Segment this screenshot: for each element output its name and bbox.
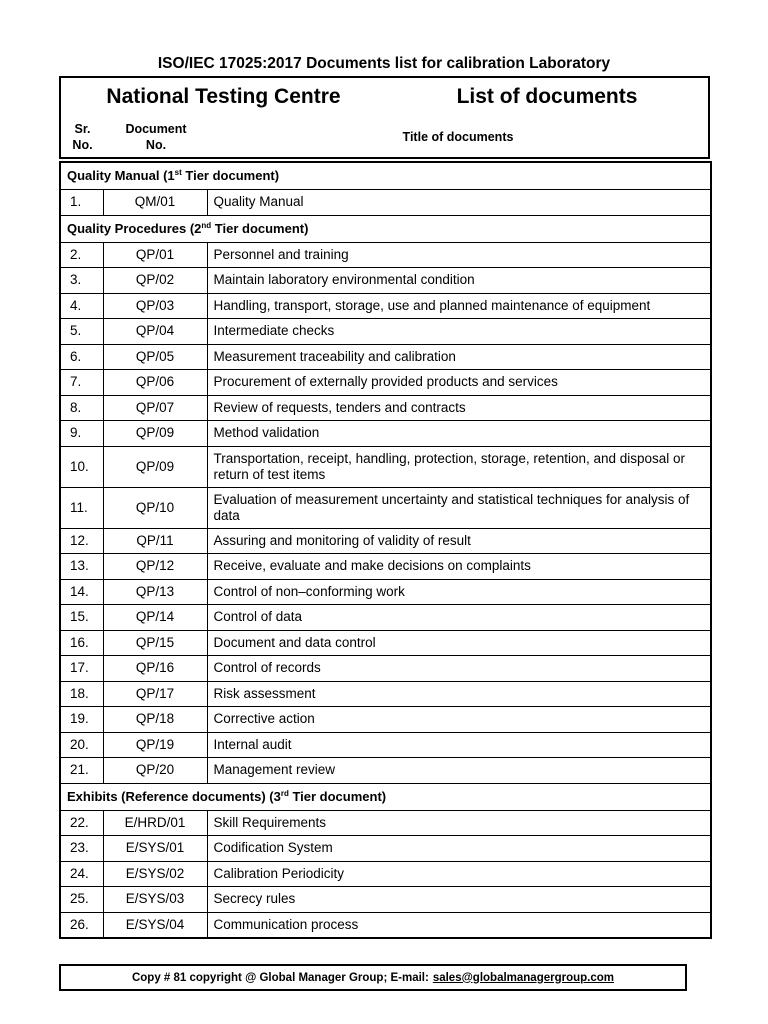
table-row — [60, 836, 711, 862]
table-row — [60, 732, 711, 758]
document-title-cell: Evaluation of measurement uncertainty and statistical techniques for analysis of data — [207, 487, 711, 528]
serial-number-cell: 14. — [60, 579, 103, 605]
document-number-cell: QP/19 — [103, 732, 207, 758]
section-heading-ordinal: st — [174, 168, 182, 177]
document-title-cell: Corrective action — [207, 707, 711, 733]
footer-text: Copy # 81 copyright @ Global Manager Group; E-mail: — [131, 971, 429, 984]
section-heading-suffix: Tier document) — [288, 788, 387, 804]
document-title-cell: Management review — [207, 758, 711, 784]
document-number-cell: E/HRD/01 — [103, 810, 207, 836]
document-number-cell: QP/04 — [103, 319, 207, 345]
table-row — [60, 758, 711, 784]
section-heading-row — [60, 783, 711, 810]
document-number-cell: QP/13 — [103, 579, 207, 605]
document-number-cell: QP/12 — [103, 554, 207, 580]
section-heading — [60, 162, 711, 190]
document-number-cell: QM/01 — [103, 190, 207, 216]
table-row — [60, 912, 711, 938]
table-row — [60, 630, 711, 656]
document-number-cell: E/SYS/04 — [103, 912, 207, 938]
document-title-cell: Maintain laboratory environmental condition — [207, 268, 711, 294]
section-heading-ordinal: nd — [201, 220, 212, 230]
column-header-document-no — [104, 116, 208, 157]
serial-number-cell: 3. — [60, 268, 103, 294]
table-row — [60, 579, 711, 605]
serial-number-cell: 16. — [60, 630, 103, 656]
document-title-cell: Personnel and training — [207, 242, 711, 268]
document-number-cell: QP/11 — [103, 528, 207, 554]
table-row — [60, 554, 711, 580]
section-heading-text: Quality Procedures (2 — [67, 220, 202, 236]
serial-number-cell: 17. — [60, 656, 103, 682]
document-title-cell: Review of requests, tenders and contracts — [207, 395, 711, 421]
document-title-cell: Intermediate checks — [207, 319, 711, 345]
document-title-cell: Calibration Periodicity — [207, 861, 711, 887]
serial-number-cell: 21. — [60, 758, 103, 784]
table-row — [60, 293, 711, 319]
section-heading-text: Quality Manual (1 — [67, 168, 175, 183]
table-row — [60, 810, 711, 836]
serial-number-cell: 13. — [60, 554, 103, 580]
table-row — [60, 681, 711, 707]
table-row — [60, 421, 711, 447]
document-number-cell: QP/06 — [103, 370, 207, 396]
table-row — [60, 395, 711, 421]
section-heading-row — [60, 162, 711, 190]
document-title-cell: Control of non–conforming work — [207, 579, 711, 605]
document-title-cell: Assuring and monitoring of validity of result — [207, 528, 711, 554]
section-heading — [60, 215, 711, 242]
document-title-cell: Document and data control — [207, 630, 711, 656]
document-number-cell: QP/18 — [103, 707, 207, 733]
document-title-cell: Handling, transport, storage, use and planned maintenance of equipment — [207, 293, 711, 319]
table-row — [60, 887, 711, 913]
serial-number-cell: 6. — [60, 344, 103, 370]
serial-number-cell: 23. — [60, 836, 103, 862]
section-heading-suffix: Tier document) — [181, 168, 280, 183]
serial-number-cell: 8. — [60, 395, 103, 421]
table-row — [60, 861, 711, 887]
documents-table — [59, 161, 712, 939]
document-number-cell: QP/20 — [103, 758, 207, 784]
section-heading-row — [60, 215, 711, 242]
serial-number-cell: 22. — [60, 810, 103, 836]
document-title-cell: Risk assessment — [207, 681, 711, 707]
serial-number-cell: 7. — [60, 370, 103, 396]
section-heading — [60, 783, 711, 810]
table-row — [60, 487, 711, 528]
serial-number-cell: 25. — [60, 887, 103, 913]
document-number-cell: QP/09 — [103, 446, 207, 487]
document-number-cell: QP/15 — [103, 630, 207, 656]
column-header-sr-line1: Sr. — [74, 121, 91, 136]
section-heading-ordinal: rd — [280, 788, 289, 798]
section-heading-text: Exhibits (Reference documents) (3 — [67, 788, 281, 804]
document-title-cell: Transportation, receipt, handling, protection, storage, retention, and disposal or return of test items — [207, 446, 711, 487]
document-title-cell: Procurement of externally provided products and services — [207, 370, 711, 396]
table-row — [60, 707, 711, 733]
column-header-sr-no — [61, 116, 104, 157]
document-number-cell: QP/02 — [103, 268, 207, 294]
document-number-cell: QP/09 — [103, 421, 207, 447]
document-title-cell: Communication process — [207, 912, 711, 938]
document-title-cell: Secrecy rules — [207, 887, 711, 913]
serial-number-cell: 4. — [60, 293, 103, 319]
document-number-cell: QP/14 — [103, 605, 207, 631]
footer-email-link[interactable]: sales@globalmanagergroup.com — [432, 971, 615, 984]
document-title-cell: Quality Manual — [207, 190, 711, 216]
list-title: List of documents — [456, 85, 638, 108]
serial-number-cell: 20. — [60, 732, 103, 758]
table-row — [60, 319, 711, 345]
serial-number-cell: 1. — [60, 190, 103, 216]
column-header-title: Title of documents — [402, 129, 514, 144]
document-number-cell: E/SYS/01 — [103, 836, 207, 862]
serial-number-cell: 5. — [60, 319, 103, 345]
document-number-cell: E/SYS/02 — [103, 861, 207, 887]
column-header-sr-line2: No. — [72, 137, 93, 152]
document-number-cell: QP/01 — [103, 242, 207, 268]
document-number-cell: QP/16 — [103, 656, 207, 682]
column-header-doc-line1: Document — [125, 121, 187, 136]
table-row — [60, 268, 711, 294]
table-row — [60, 190, 711, 216]
column-header-doc-line2: No. — [145, 137, 167, 152]
document-title-cell: Codification System — [207, 836, 711, 862]
serial-number-cell: 2. — [60, 242, 103, 268]
table-row — [60, 605, 711, 631]
document-title-cell: Control of records — [207, 656, 711, 682]
document-title-cell: Internal audit — [207, 732, 711, 758]
document-number-cell: QP/10 — [103, 487, 207, 528]
serial-number-cell: 10. — [60, 446, 103, 487]
document-number-cell: QP/03 — [103, 293, 207, 319]
serial-number-cell: 26. — [60, 912, 103, 938]
document-title-cell: Skill Requirements — [207, 810, 711, 836]
document-title-cell: Receive, evaluate and make decisions on complaints — [207, 554, 711, 580]
table-row — [60, 528, 711, 554]
document-title-cell: Method validation — [207, 421, 711, 447]
serial-number-cell: 15. — [60, 605, 103, 631]
footer-copyright — [59, 964, 687, 991]
document-title-cell: Measurement traceability and calibration — [207, 344, 711, 370]
document-number-cell: QP/05 — [103, 344, 207, 370]
table-row — [60, 242, 711, 268]
table-row — [60, 656, 711, 682]
document-number-cell: QP/17 — [103, 681, 207, 707]
serial-number-cell: 11. — [60, 487, 103, 528]
document-title-cell: Control of data — [207, 605, 711, 631]
organization-name: National Testing Centre — [106, 85, 341, 108]
serial-number-cell: 18. — [60, 681, 103, 707]
serial-number-cell: 24. — [60, 861, 103, 887]
table-row — [60, 370, 711, 396]
section-heading-suffix: Tier document) — [211, 220, 309, 236]
serial-number-cell: 12. — [60, 528, 103, 554]
documents-table-body — [60, 162, 711, 938]
document-header — [59, 76, 710, 159]
serial-number-cell: 19. — [60, 707, 103, 733]
document-number-cell: E/SYS/03 — [103, 887, 207, 913]
document-title: ISO/IEC 17025:2017 Documents list for calibration Laboratory — [157, 55, 611, 72]
table-row — [60, 344, 711, 370]
serial-number-cell: 9. — [60, 421, 103, 447]
table-row — [60, 446, 711, 487]
document-number-cell: QP/07 — [103, 395, 207, 421]
